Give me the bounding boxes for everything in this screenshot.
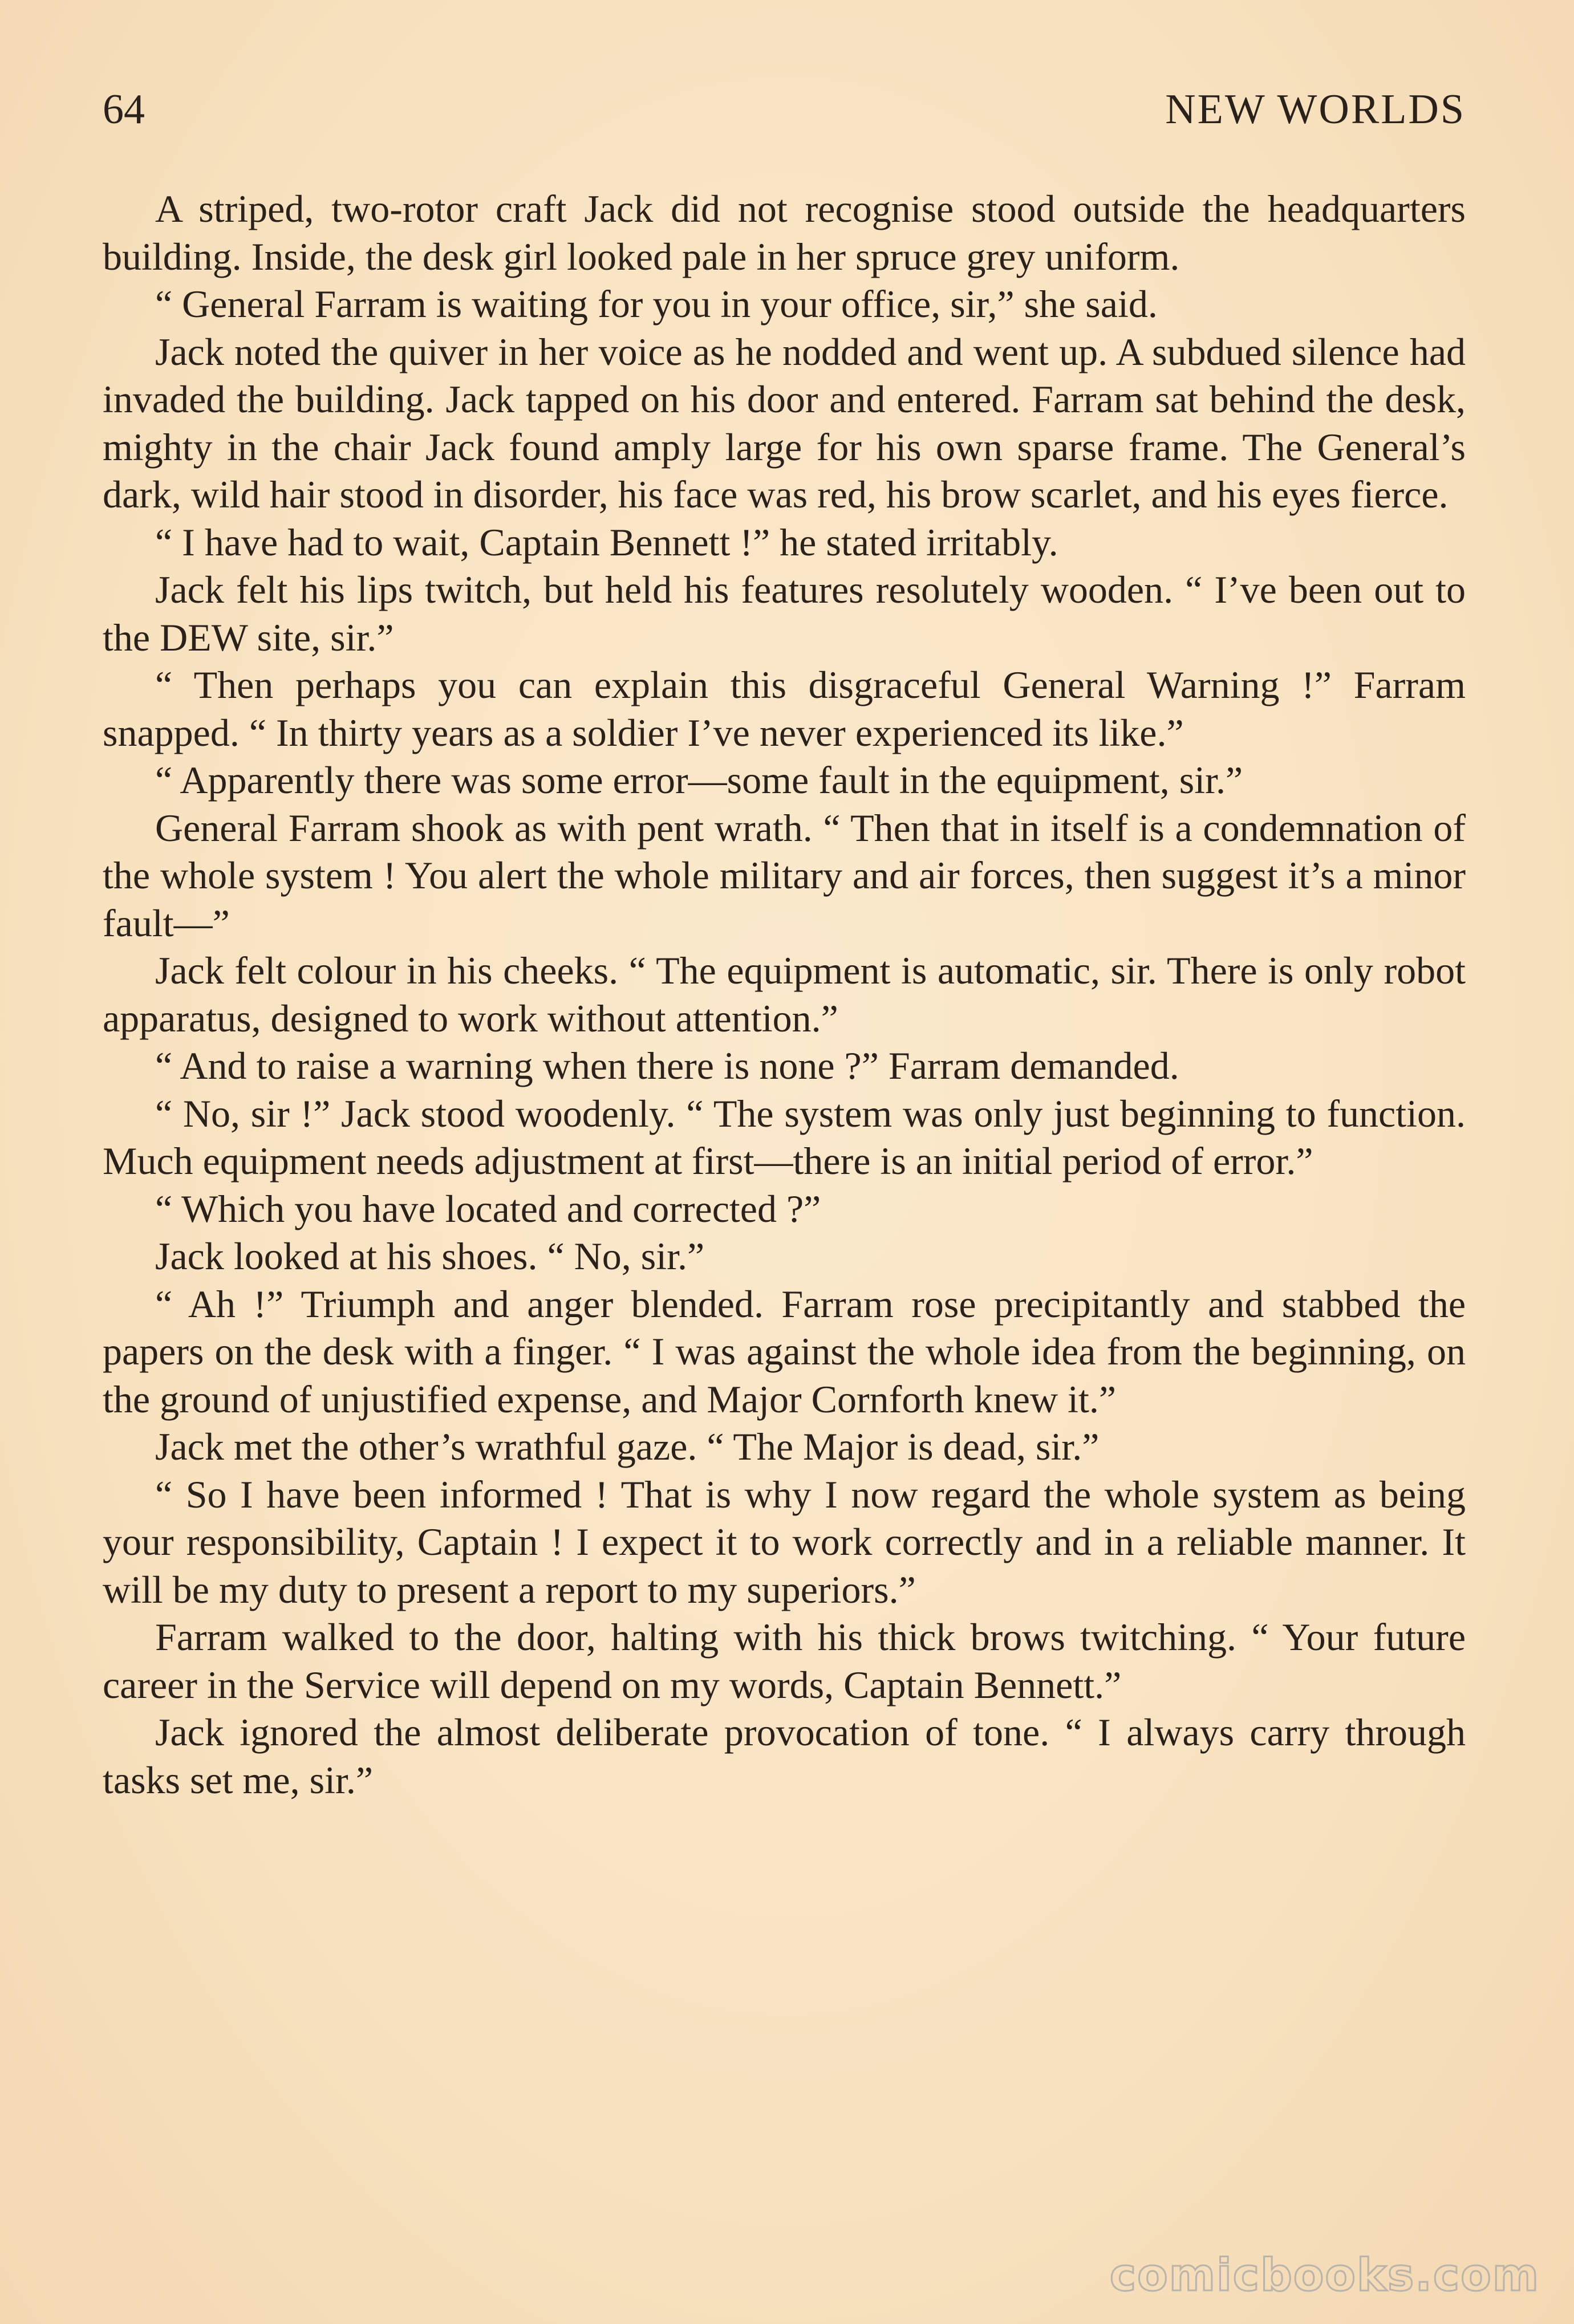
paragraph: Jack looked at his shoes. “ No, sir.”	[155, 1234, 705, 1278]
paragraph: “ So I have been informed ! That is why I now regard the whole system as being your responsibility, Captain ! I expect it to work correctly and in a reliable manner. It will be my duty to present a report to my superiors.”	[103, 1472, 1466, 1611]
story-text	[103, 185, 1466, 1804]
paragraph: A striped, two-rotor craft Jack did not recognise stood outside the headquarters building. Inside, the desk girl looked pale in her spruce grey uniform.	[103, 187, 1466, 278]
paragraph: “ General Farram is waiting for you in your office, sir,” she said.	[155, 282, 1158, 326]
paragraph: “ Which you have located and corrected ?”	[155, 1187, 821, 1230]
paragraph: “ I have had to wait, Captain Bennett !” he stated irritably.	[155, 520, 1058, 564]
running-head	[103, 86, 1466, 143]
paragraph: Jack felt colour in his cheeks. “ The equipment is automatic, sir. There is only robot apparatus, designed to work without attention.”	[103, 949, 1466, 1040]
paragraph: General Farram shook as with pent wrath. “ Then that in itself is a condemnation of the whole system ! You alert the whole military and air forces, then suggest it’s a minor fault—”	[103, 806, 1466, 945]
paragraph: Jack felt his lips twitch, but held his features resolutely wooden. “ I’ve been out to the DEW site, sir.”	[103, 568, 1466, 659]
paragraph: “ Then perhaps you can explain this disgraceful General Warning !” Farram snapped. “ In thirty years as a soldier I’ve never experienced its like.”	[103, 663, 1466, 754]
watermark: comicbooks.com	[1109, 2250, 1540, 2301]
page-number: 64	[103, 86, 145, 133]
paragraph: “ And to raise a warning when there is none ?” Farram demanded.	[155, 1044, 1179, 1087]
running-title: NEW WORLDS	[1165, 86, 1466, 133]
paragraph: Farram walked to the door, halting with his thick brows twitching. “ Your future career in the Service will depend on my words, Captain Bennett.”	[103, 1615, 1466, 1707]
paragraph: “ No, sir !” Jack stood woodenly. “ The system was only just beginning to function. Much equipment needs adjustment at first—there is an initial period of error.”	[103, 1091, 1466, 1183]
paragraph: Jack ignored the almost deliberate provocation of tone. “ I always carry through tasks set me, sir.”	[103, 1711, 1466, 1802]
paragraph: “ Ah !” Triumph and anger blended. Farram rose precipitantly and stabbed the papers on the desk with a finger. “ I was against the whole idea from the beginning, on the ground of unjustified expense, and Major Cornforth knew it.”	[103, 1282, 1466, 1421]
paragraph: “ Apparently there was some error—some fault in the equipment, sir.”	[155, 758, 1243, 802]
paragraph: Jack met the other’s wrathful gaze. “ The Major is dead, sir.”	[155, 1425, 1100, 1468]
paragraph: Jack noted the quiver in her voice as he nodded and went up. A subdued silence had invaded the building. Jack tapped on his door and entered. Farram sat behind the desk, mighty in the chair Jack found amply large for his own sparse frame. The General’s dark, wild hair stood in disorder, his face was red, his brow scarlet, and his eyes fierce.	[103, 330, 1466, 516]
